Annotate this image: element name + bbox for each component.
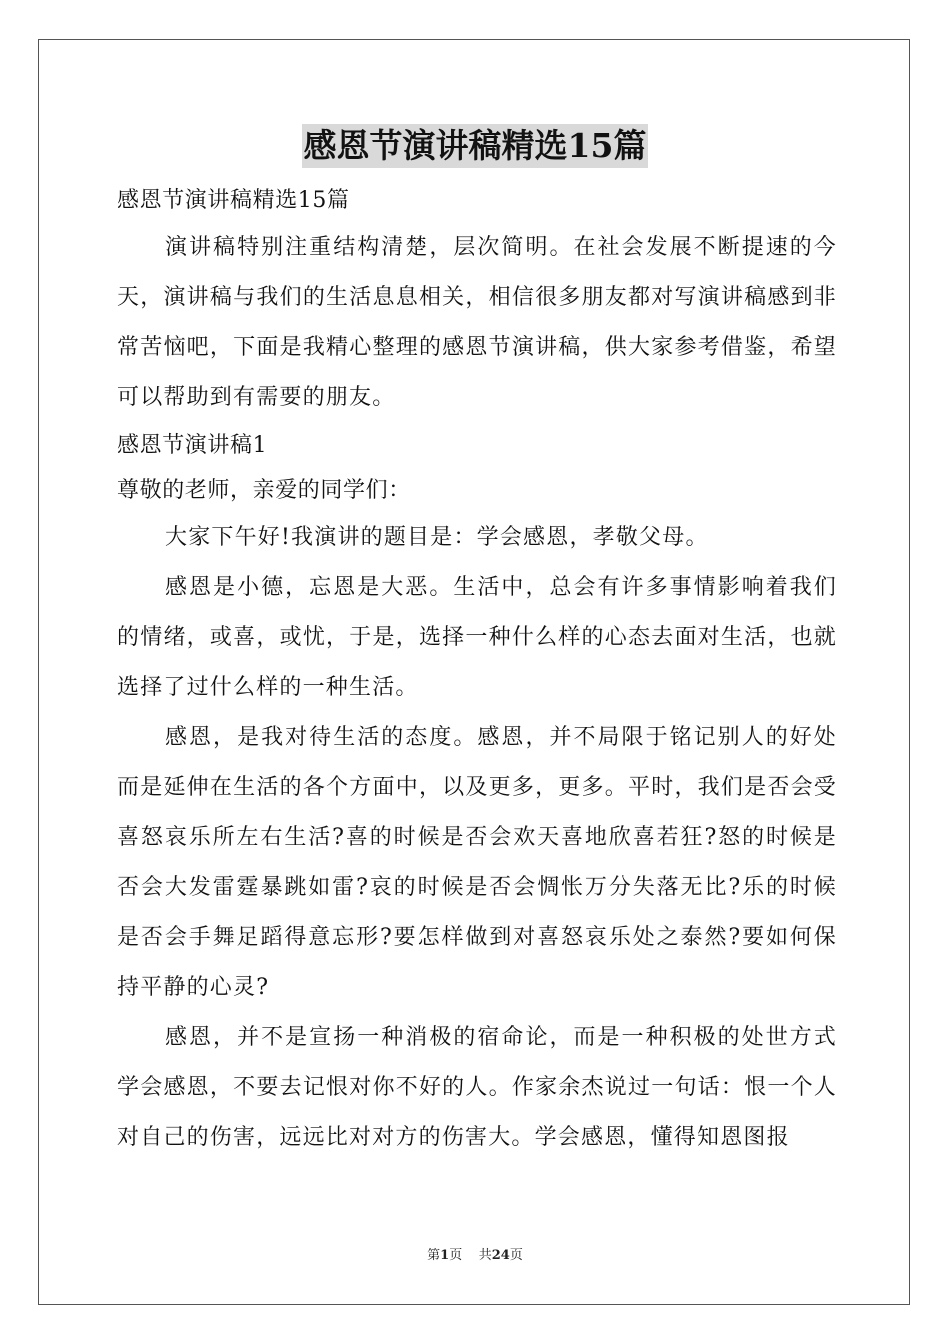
document-body (117, 178, 837, 1163)
title-container (0, 124, 950, 168)
footer-total-pages: 24 (491, 1248, 510, 1263)
paragraph-body-3: 感恩，并不是宣扬一种消极的宿命论，而是一种积极的处世方式学会感恩，不要去记恨对你不好的人。作家余杰说过一句话：恨一个人对自己的伤害，远远比对对方的伤害大。学会感恩，懂得知恩图报 (117, 1025, 837, 1150)
footer-page-number: 1 (440, 1248, 450, 1263)
paragraph-body-2: 感恩，是我对待生活的态度。感恩，并不局限于铭记别人的好处而是延伸在生活的各个方面中，以及更多，更多。平时，我们是否会受喜怒哀乐所左右生活?喜的时候是否会欢天喜地欣喜若狂?怒的时候是否会大发雷霆暴跳如雷?哀的时候是否会惆怅万分失落无比?乐的时候是否会手舞足蹈得意忘形?要怎样做到对喜怒哀乐处之泰然?要如何保持平静的心灵? (117, 725, 837, 1000)
paragraph-intro: 演讲稿特别注重结构清楚，层次简明。在社会发展不断提速的今天，演讲稿与我们的生活息息相关，相信很多朋友都对写演讲稿感到非常苦恼吧，下面是我精心整理的感恩节演讲稿，供大家参考借鉴，希望可以帮助到有需要的朋友。 (117, 235, 837, 410)
paragraph-salutation: 尊敬的老师，亲爱的同学们： (117, 478, 411, 503)
page-footer (0, 1244, 950, 1263)
footer-page-prefix: 第 (427, 1248, 441, 1263)
paragraph-body-1: 感恩是小德，忘恩是大恶。生活中，总会有许多事情影响着我们的情绪，或喜，或忧，于是，选择一种什么样的心态去面对生活，也就选择了过什么样的一种生活。 (117, 575, 837, 700)
paragraph-subtitle: 感恩节演讲稿精选15篇 (117, 188, 350, 213)
document-title: 感恩节演讲稿精选15篇 (302, 124, 649, 168)
footer-total-prefix: 共 (478, 1248, 492, 1263)
paragraph-greeting: 大家下午好!我演讲的题目是：学会感恩，孝敬父母。 (165, 525, 709, 550)
footer-page-suffix: 页 (449, 1248, 463, 1263)
footer-total-suffix: 页 (509, 1248, 523, 1263)
section-heading-speech-1: 感恩节演讲稿1 (117, 433, 268, 458)
